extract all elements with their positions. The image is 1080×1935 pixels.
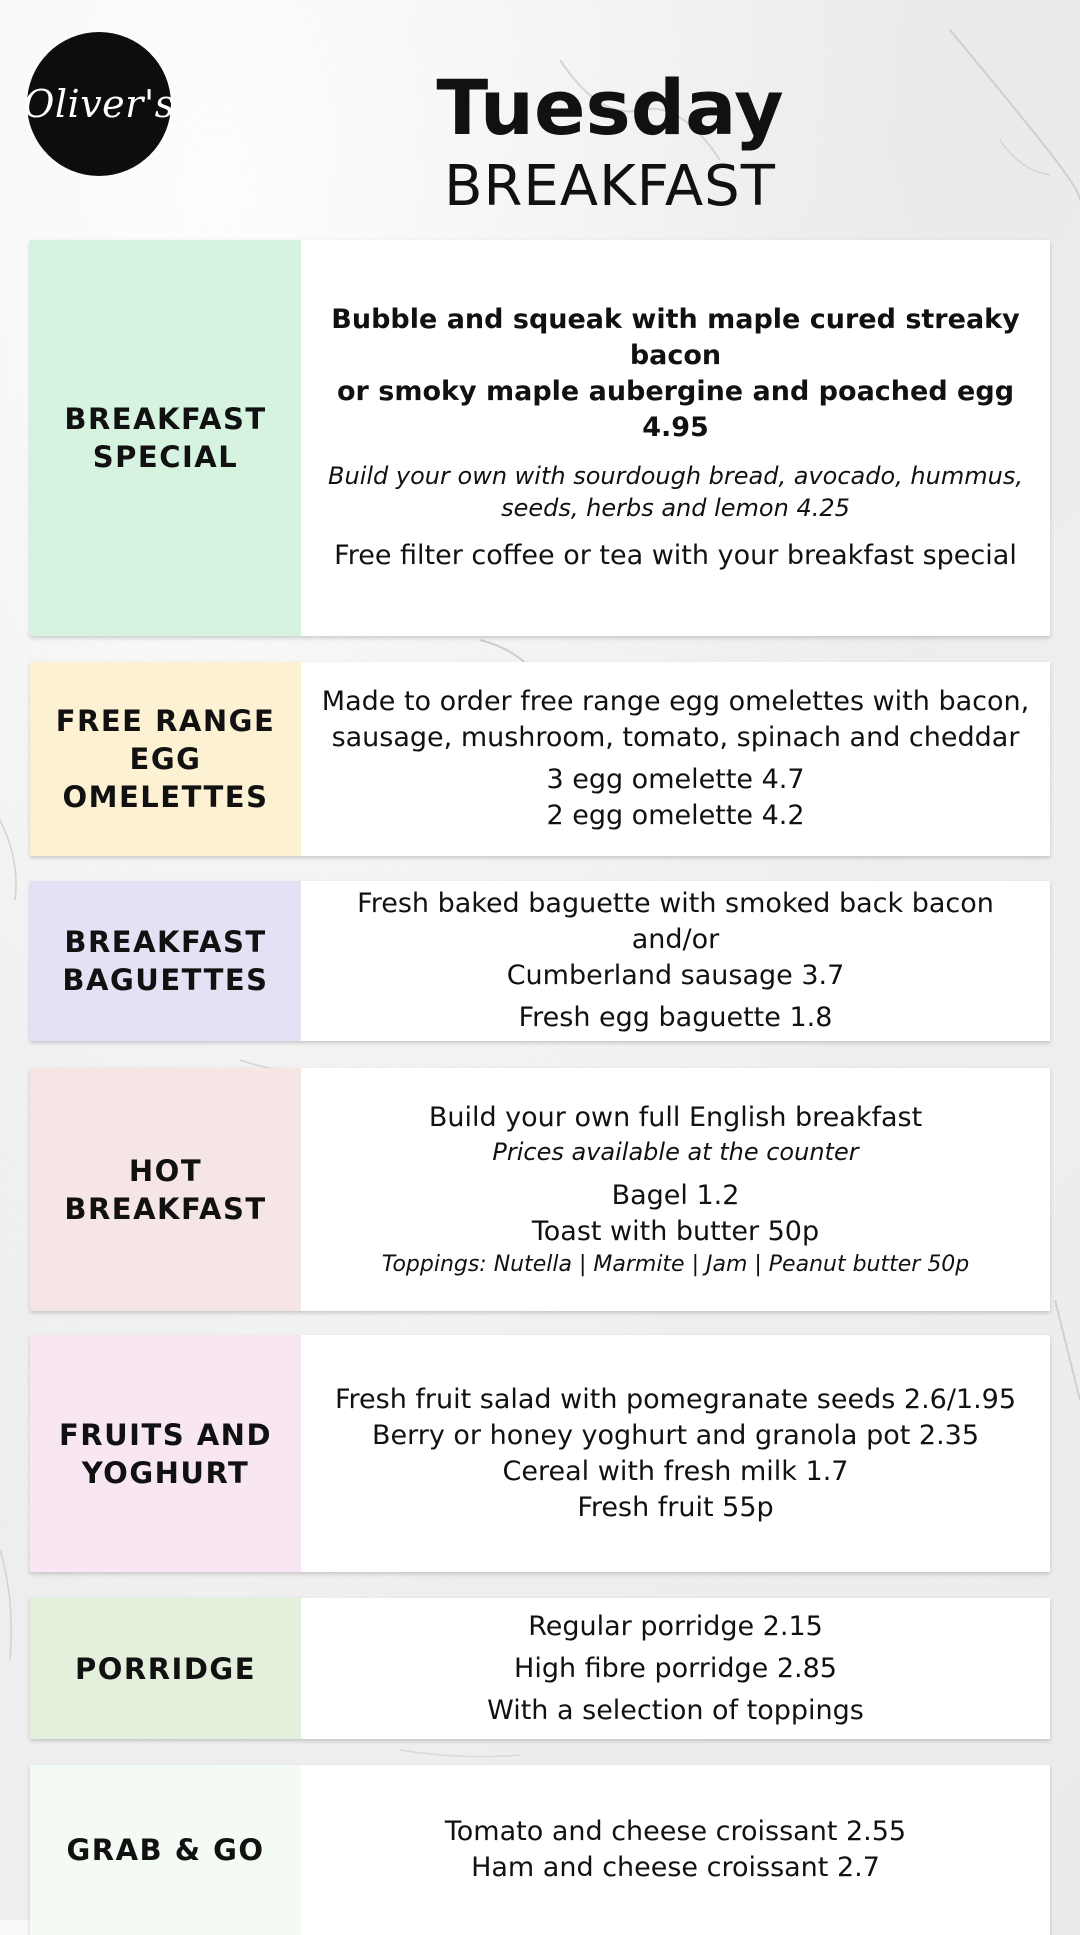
menu-line: sausage, mushroom, tomato, spinach and cheddar (331, 722, 1020, 753)
menu-line: 2 egg omelette 4.2 (546, 800, 805, 831)
section-grab-and-go (30, 1765, 1050, 1935)
day-title: Tuesday (436, 63, 784, 152)
menu-line: Free filter coffee or tea with your breakfast special (334, 540, 1017, 571)
section-fruits-yoghurt (30, 1335, 1050, 1572)
menu-line: Toppings: Nutella | Marmite | Jam | Peanut butter 50p (381, 1251, 970, 1277)
menu-line: Toast with butter 50p (531, 1215, 820, 1247)
menu-line: Fresh fruit salad with pomegranate seeds 2.6/1.95 (334, 1383, 1017, 1415)
menu-line: 3 egg omelette 4.7 (546, 764, 805, 795)
menu-line: Build your own with sourdough bread, avocado, hummus, (328, 462, 1023, 490)
section-omelettes (30, 662, 1050, 856)
section-content (301, 240, 1050, 636)
section-hot-breakfast (30, 1068, 1050, 1311)
menu-header (300, 62, 920, 220)
menu-line: Berry or honey yoghurt and granola pot 2.35 (371, 1419, 980, 1451)
menu-line: Fresh fruit 55p (577, 1491, 774, 1523)
menu-line: Ham and cheese croissant 2.7 (471, 1852, 880, 1883)
category-label: PORRIDGE (30, 1598, 301, 1739)
logo-text: Oliver's (23, 82, 175, 126)
menu-line: Cereal with fresh milk 1.7 (502, 1455, 849, 1487)
section-content (301, 1598, 1050, 1739)
menu-line: seeds, herbs and lemon 4.25 (501, 494, 850, 522)
section-content (301, 1335, 1050, 1572)
category-label: BREAKFAST BAGUETTES (30, 881, 301, 1041)
category-label: FRUITS AND YOGHURT (30, 1335, 301, 1572)
section-breakfast-special (30, 240, 1050, 636)
section-content (301, 881, 1050, 1041)
olivers-logo (23, 32, 175, 176)
menu-line: or smoky maple aubergine and poached egg 4.95 (336, 376, 1015, 443)
section-porridge (30, 1598, 1050, 1739)
section-baguettes (30, 881, 1050, 1041)
menu-line: Bagel 1.2 (611, 1179, 740, 1211)
section-content (301, 1068, 1050, 1311)
section-content (301, 1765, 1050, 1935)
category-label: GRAB & GO (30, 1765, 301, 1935)
category-label: FREE RANGE EGG OMELETTES (30, 662, 301, 856)
menu-line: High fibre porridge 2.85 (514, 1652, 837, 1684)
menu-line: Bubble and squeak with maple cured streaky bacon (331, 304, 1020, 371)
menu-line: Cumberland sausage 3.7 (506, 960, 845, 991)
menu-line: With a selection of toppings (487, 1694, 864, 1726)
category-label: HOT BREAKFAST (30, 1068, 301, 1311)
menu-line: Made to order free range egg omelettes with bacon, (321, 686, 1030, 717)
menu-line: Tomato and cheese croissant 2.55 (444, 1816, 907, 1847)
menu-line: Build your own full English breakfast (428, 1101, 923, 1133)
category-label: BREAKFAST SPECIAL (30, 240, 301, 636)
meal-title: BREAKFAST (444, 154, 776, 219)
menu-line: Prices available at the counter (492, 1137, 859, 1166)
menu-line: Fresh egg baguette 1.8 (518, 1002, 833, 1033)
menu-line: Regular porridge 2.15 (528, 1610, 823, 1642)
section-content (301, 662, 1050, 856)
menu-line: Fresh baked baguette with smoked back bacon and/or (357, 888, 994, 955)
